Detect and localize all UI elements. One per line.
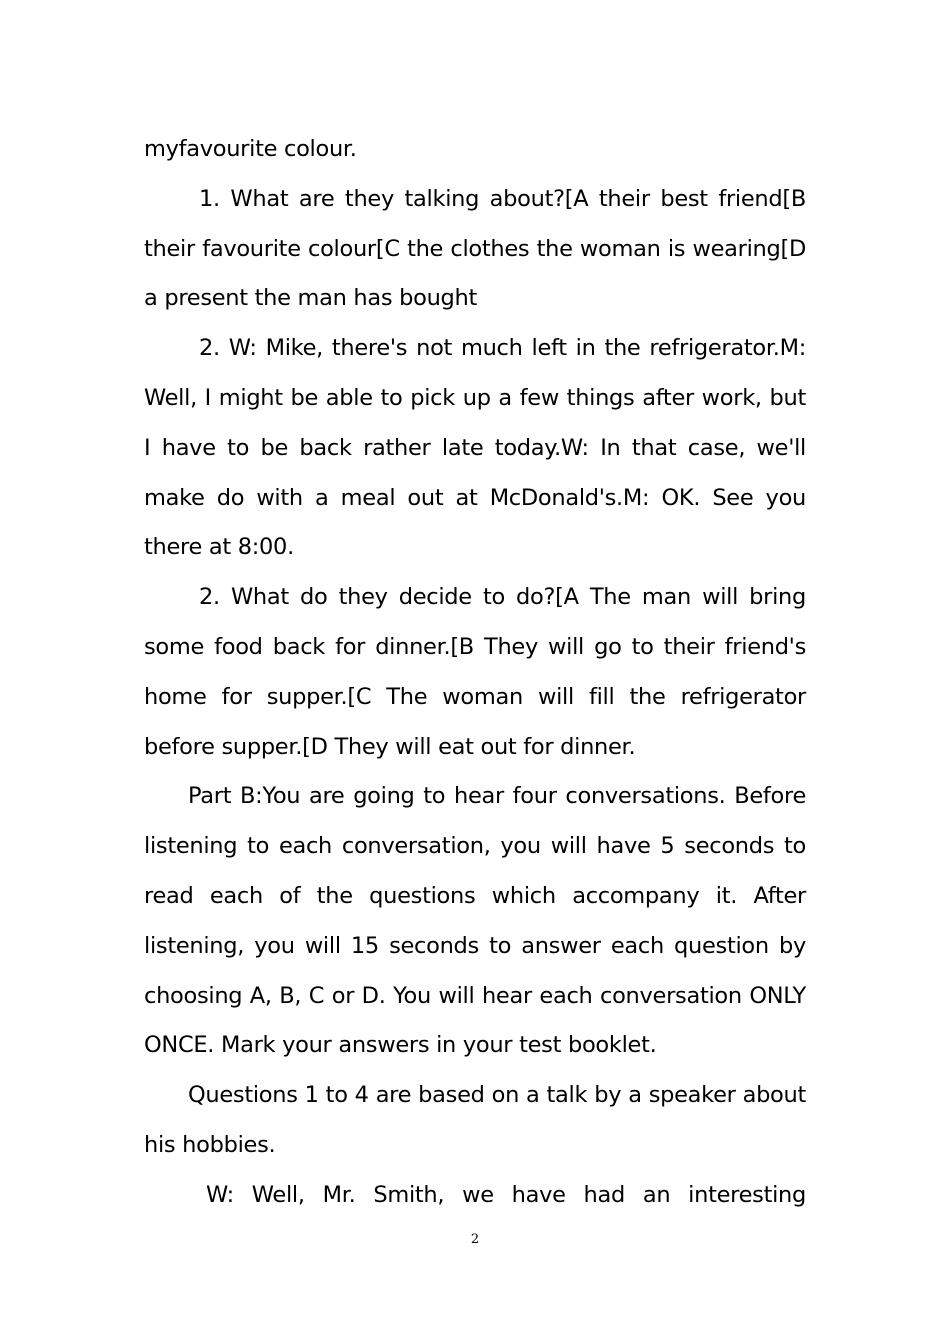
body-text	[144, 125, 806, 1221]
question-2-options: 2. What do they decide to do?[A The man will bring some food back for dinner.[B They will go to their friend's home for supper.[C The woman will fill the refrigerator before supper.[D They will eat out for dinner.	[144, 584, 806, 760]
talk-transcript-start: W: Well, Mr. Smith, we have had an interesting	[206, 1181, 806, 1208]
questions-intro: Questions 1 to 4 are based on a talk by a speaker about his hobbies.	[144, 1082, 806, 1158]
page-number: 2	[470, 1232, 480, 1247]
paragraph-continuation: myfavourite colour.	[144, 136, 357, 162]
question-1-options: 1. What are they talking about?[A their best friend[B their favourite colour[C the clothes the woman is wearing[D a present the man has bought	[144, 185, 806, 312]
part-b-instructions: Part B:You are going to hear four conversations. Before listening to each conversation, you will have 5 seconds to read each of the questions which accompany it. After listening, you will 15 seconds to answer each question by choosing A, B, C or D. You will hear each conversation ONLY ONCE. Mark your answers in your test booklet.	[144, 783, 806, 1059]
conversation-2-transcript: 2. W: Mike, there's not much left in the refrigerator.M: Well, I might be able to pick up a few things after work, but I have to be back rather late today.W: In that case, we'll make do with a meal out at McDonald's.M: OK. See you there at 8:00.	[144, 335, 806, 561]
